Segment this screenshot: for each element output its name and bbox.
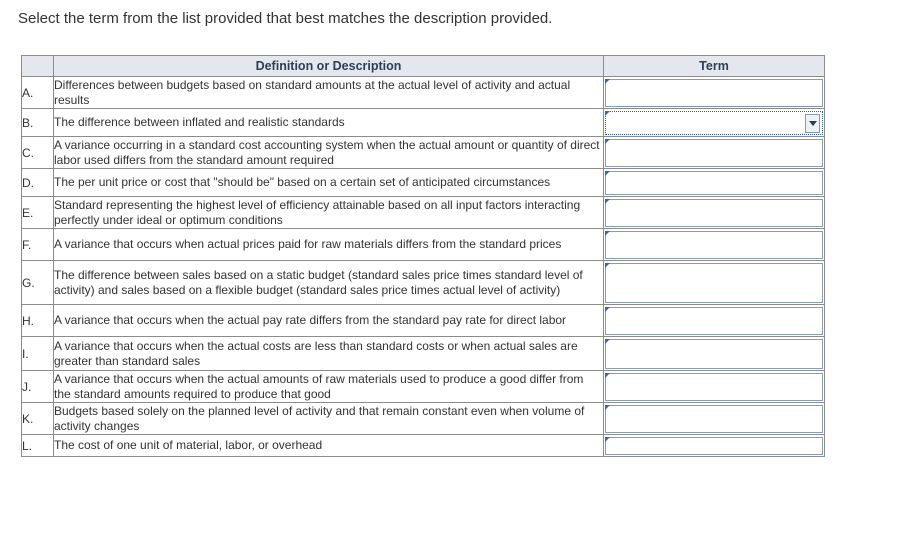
answer-marker-icon [605,437,610,442]
term-cell [604,435,825,457]
term-cell [604,337,825,371]
row-letter: H. [22,305,54,337]
matching-table [21,55,825,457]
term-cell [604,77,825,109]
row-letter: J. [22,371,54,403]
table-row [22,109,825,137]
row-letter: G. [22,261,54,305]
term-select[interactable] [605,339,823,369]
row-letter: D. [22,169,54,197]
term-cell [604,305,825,337]
term-select[interactable] [605,263,823,303]
term-select[interactable] [605,171,823,195]
table-row [22,337,825,371]
term-select[interactable] [605,199,823,227]
row-letter: E. [22,197,54,229]
instructions-text: Select the term from the list provided that best matches the description provided. [18,10,553,27]
row-letter: F. [22,229,54,261]
header-description: Definition or Description [54,56,604,77]
row-letter: K. [22,403,54,435]
row-description: A variance occurring in a standard cost accounting system when the actual amount or quantity of direct labor used differs from the standard amount required [54,137,604,169]
answer-marker-icon [605,139,610,144]
row-description: A variance that occurs when actual prices paid for raw materials differs from the standard prices [54,229,604,261]
row-description: A variance that occurs when the actual amounts of raw materials used to produce a good differ from the standard amounts required to produce that good [54,371,604,403]
answer-marker-icon [605,373,610,378]
term-select[interactable] [605,405,823,433]
term-cell [604,261,825,305]
term-select[interactable] [605,111,823,135]
header-row [22,56,825,77]
table-row [22,77,825,109]
answer-marker-icon [605,307,610,312]
term-cell [604,229,825,261]
row-description: A variance that occurs when the actual pay rate differs from the standard pay rate for direct labor [54,305,604,337]
table-row [22,261,825,305]
table-row [22,371,825,403]
term-select[interactable] [605,307,823,335]
term-cell [604,137,825,169]
row-description: Standard representing the highest level of efficiency attainable based on all input factors interacting perfectly under ideal or optimum conditions [54,197,604,229]
row-description: The cost of one unit of material, labor, or overhead [54,435,604,457]
table-row [22,305,825,337]
dropdown-button[interactable] [805,114,820,133]
term-cell [604,109,825,137]
row-letter: B. [22,109,54,137]
row-description: Budgets based solely on the planned level of activity and that remain constant even when volume of activity changes [54,403,604,435]
chevron-down-icon [809,121,817,126]
row-letter: A. [22,77,54,109]
row-letter: C. [22,137,54,169]
term-select[interactable] [605,437,823,455]
table-row [22,229,825,261]
answer-marker-icon [605,111,610,116]
row-letter: I. [22,337,54,371]
table-row [22,403,825,435]
row-description: The difference between sales based on a static budget (standard sales price times standard level of activity) and sales based on a flexible budget (standard sales price times actual level of activity) [54,261,604,305]
term-select[interactable] [605,231,823,259]
answer-marker-icon [605,79,610,84]
term-cell [604,403,825,435]
answer-marker-icon [605,339,610,344]
term-cell [604,371,825,403]
answer-marker-icon [605,231,610,236]
answer-marker-icon [605,405,610,410]
term-cell [604,197,825,229]
term-select[interactable] [605,373,823,401]
table-row [22,137,825,169]
answer-marker-icon [605,263,610,268]
row-description: The per unit price or cost that "should be" based on a certain set of anticipated circumstances [54,169,604,197]
row-letter: L. [22,435,54,457]
term-select[interactable] [605,79,823,107]
answer-marker-icon [605,199,610,204]
answer-marker-icon [605,171,610,176]
table-row [22,435,825,457]
table-row [22,197,825,229]
header-term: Term [604,56,825,77]
row-description: A variance that occurs when the actual costs are less than standard costs or when actual sales are greater than standard sales [54,337,604,371]
term-cell [604,169,825,197]
table-row [22,169,825,197]
row-description: Differences between budgets based on standard amounts at the actual level of activity and actual results [54,77,604,109]
header-letter-cell [22,56,54,77]
row-description: The difference between inflated and realistic standards [54,109,604,137]
term-select[interactable] [605,139,823,167]
